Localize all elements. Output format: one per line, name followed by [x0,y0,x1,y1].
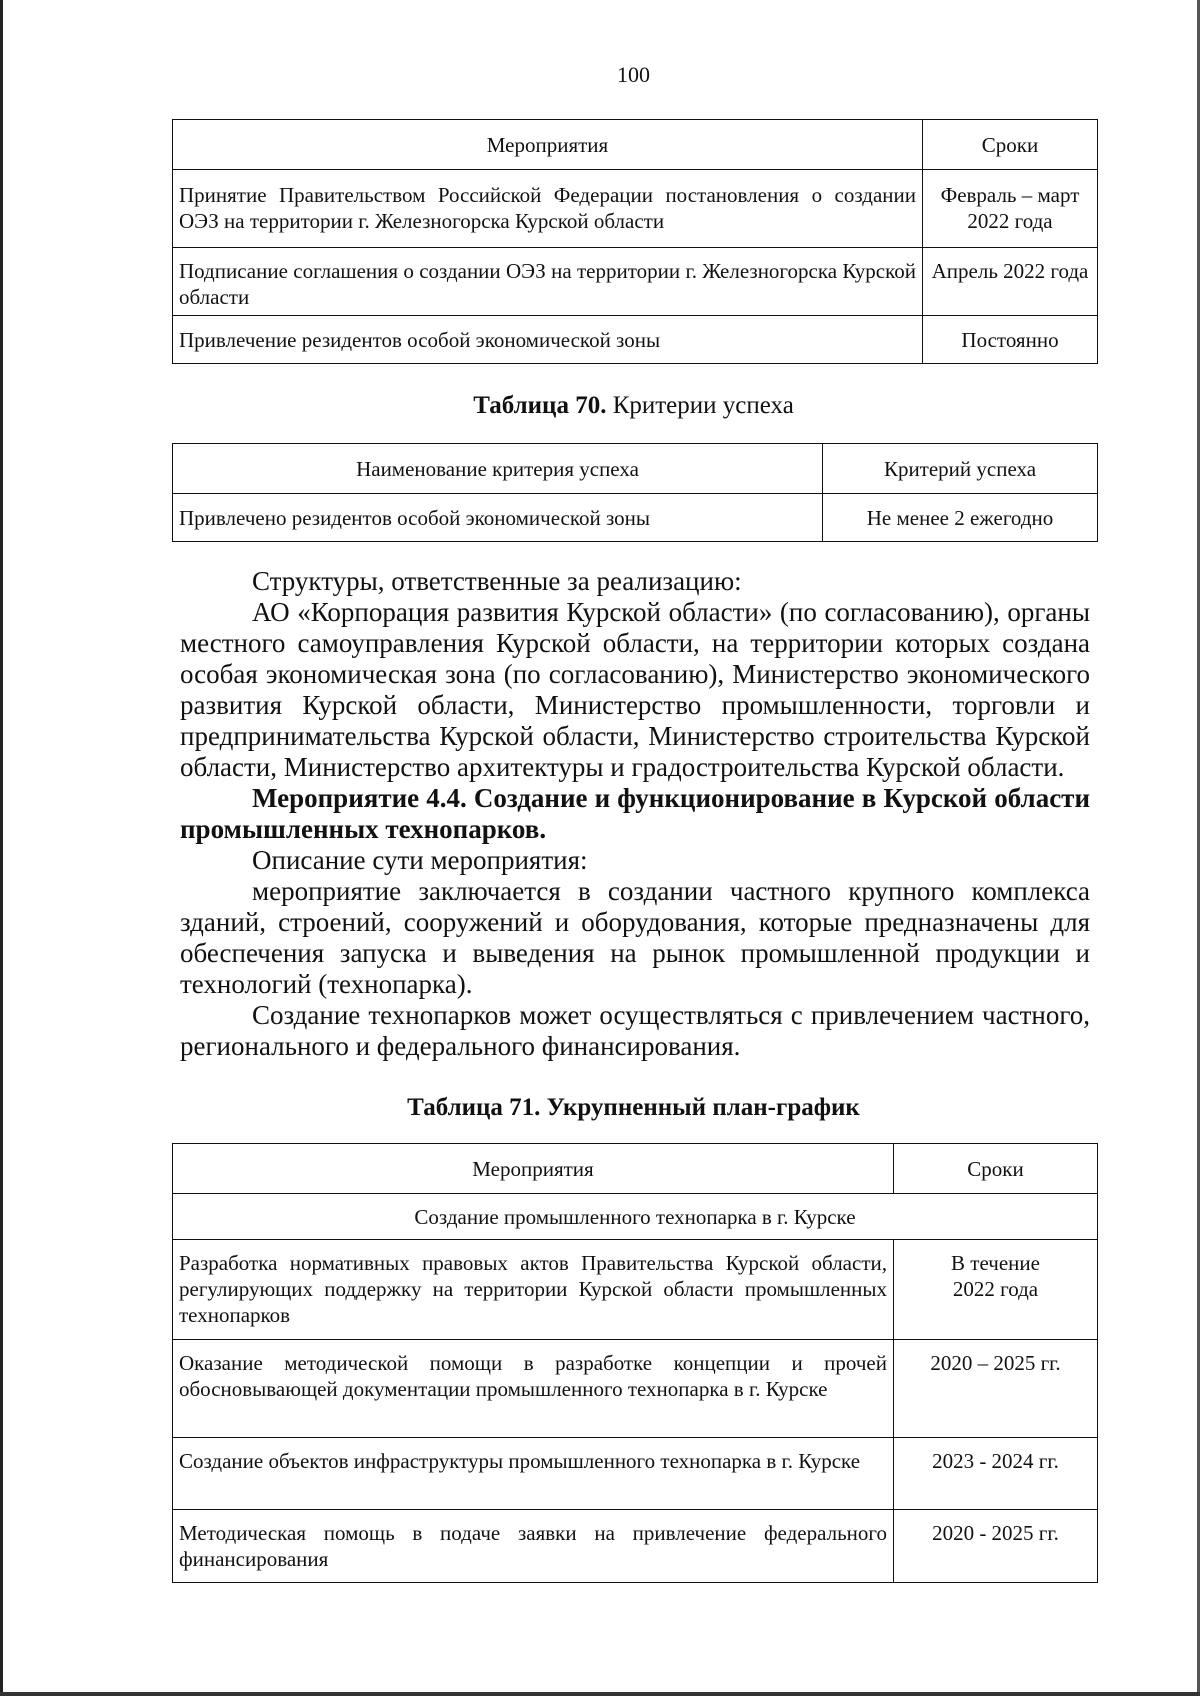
paragraph-responsible-heading: Структуры, ответственные за реализацию: [252,566,742,596]
body-text [180,566,1090,1062]
event-cell: Принятие Правительством Российской Федерации постановления о создании ОЭЗ на территории г. Железногорска Курской области [173,170,923,248]
header-events: Мероприятия [173,120,923,170]
event-cell: Привлечение резидентов особой экономической зоны [173,316,923,364]
event-cell: Методическая помощь в подаче заявки на привлечение федерального финансирования [173,1510,894,1583]
term-cell: Постоянно [923,316,1098,364]
table-section-row [173,1194,1098,1240]
header-terms: Сроки [894,1144,1098,1194]
term-cell: 2020 - 2025 гг. [894,1510,1098,1583]
table-row [173,248,1098,316]
table-71-caption: Таблица 71. Укрупненный план-график [407,1094,860,1121]
paragraph-responsible-list: АО «Корпорация развития Курской области» (по согласованию), органы местного самоуправления Курской области, на территории которых создана особая экономическая зона (по согласованию), Министерство экономического развития Курской области, Министерство промышленности, торговли и предпринимательства Курской области, Министерство строительства Курской области, Министерство архитектуры и градостроительства Курской области. [180,597,1090,782]
success-criteria-table [172,443,1098,542]
term-cell: Апрель 2022 года [923,248,1098,316]
paragraph-description: мероприятие заключается в создании частного крупного комплекса зданий, строений, сооружений и оборудования, которые предназначены для обеспечения запуска и выведения на рынок промышленной продукции и технологий (технопарка). [180,876,1090,999]
table-row [173,316,1098,364]
table-row [173,494,1098,542]
criterion-value-cell: Не менее 2 ежегодно [823,494,1098,542]
term-cell: В течение 2022 года [894,1240,1098,1340]
event-cell: Оказание методической помощи в разработке концепции и прочей обосновывающей документации промышленного технопарка в г. Курске [173,1340,894,1438]
table-header-row [173,120,1098,170]
table-row [173,1438,1098,1510]
events-table-continued [172,119,1098,364]
criterion-name-cell: Привлечено резидентов особой экономической зоны [173,494,823,542]
event-cell: Создание объектов инфраструктуры промышленного технопарка в г. Курске [173,1438,894,1510]
table-70-caption-title: Критерии успеха [606,392,794,419]
section-title: Создание промышленного технопарка в г. Курске [173,1194,1098,1240]
table-row [173,170,1098,248]
table-row [173,1510,1098,1583]
table-70-caption-number: Таблица 70. [473,392,607,419]
scan-edge-left [0,0,3,1696]
event-cell: Подписание соглашения о создании ОЭЗ на территории г. Железногорска Курской области [173,248,923,316]
term-cell: 2020 – 2025 гг. [894,1340,1098,1438]
term-cell: Февраль – март 2022 года [923,170,1098,248]
paragraph-financing: Создание технопарков может осуществляться с привлечением частного, регионального и федерального финансирования. [180,1000,1090,1061]
schedule-table [172,1143,1098,1583]
table-header-row [173,1144,1098,1194]
header-criterion-name: Наименование критерия успеха [173,444,823,494]
header-criterion-value: Критерий успеха [823,444,1098,494]
paragraph-description-heading: Описание сути мероприятия: [252,845,588,875]
page-number: 100 [617,62,650,87]
header-events: Мероприятия [173,1144,894,1194]
table-row [173,1240,1098,1340]
table-row [173,1340,1098,1438]
header-terms: Сроки [923,120,1098,170]
scan-edge-bottom [0,1692,1200,1696]
term-cell: 2023 - 2024 гг. [894,1438,1098,1510]
event-4-4-heading: Мероприятие 4.4. Создание и функционирование в Курской области промышленных технопарков. [180,783,1090,844]
table-70-caption [0,392,1200,420]
table-header-row [173,444,1098,494]
event-cell: Разработка нормативных правовых актов Правительства Курской области, регулирующих поддержку на территории Курской области промышленных технопарков [173,1240,894,1340]
